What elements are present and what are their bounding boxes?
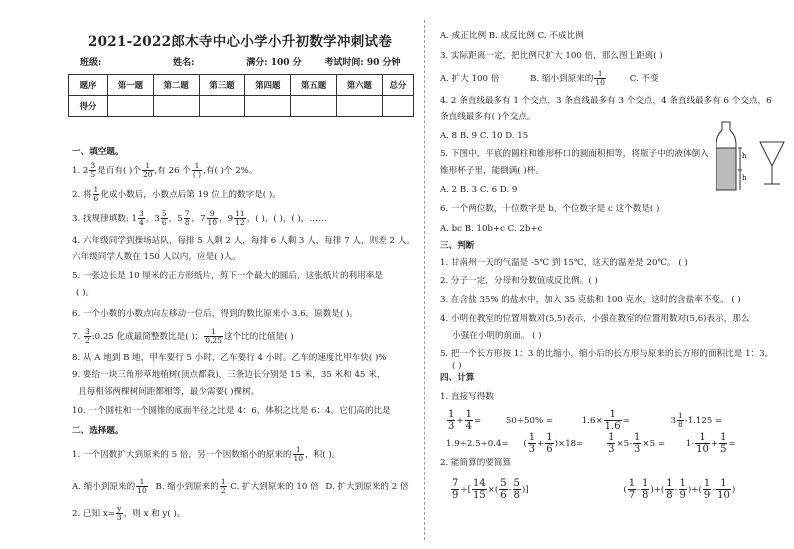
choice-question-4-options[interactable]: A. 8 B. 9 C. 10 D. 15: [440, 131, 529, 141]
choice-question-6: 6. 一个两位数，十位数字是 b，个位数字是 c 这个数是( ): [440, 204, 660, 214]
calc-row-2: [446, 432, 736, 455]
score-table-row: [69, 96, 414, 117]
choice-question-6-options[interactable]: A. bc B. 10b+c C. 2b+c: [440, 224, 543, 234]
section-heading: 三、判断: [440, 241, 475, 251]
expression: 1.6× $\frac{1}{1.6}$ =: [581, 409, 630, 432]
question-8: 8. 从 A 地到 B 地，甲车要行 5 小时，乙车要行 4 小时。乙车的速度比甲车快( )%: [72, 353, 387, 363]
choice-question-5-line-1: 5. 下图中，平底的圆柱和锥形杯口的圆面积相等，将瓶子中的液体倒入: [440, 149, 709, 159]
score-table-header-row: [69, 75, 414, 96]
score-cell[interactable]: [382, 96, 413, 117]
expression: ( $\frac{1}{7}$ - $\frac{1}{8}$ )+( $\frac{1}{8}$ - $\frac{1}{9}$ )+( $\frac{1}{9}$ - $\frac{1}{10}$ ): [623, 478, 736, 501]
expression: $\frac{1}{3}$ ×5- $\frac{1}{3}$ ×5 =: [608, 432, 666, 455]
row-label: 得分: [69, 96, 108, 117]
score-label: 满分: 100 分: [246, 58, 302, 68]
choice-question-1: 1. 一个因数扩大到原来的 5 倍，另一个因数缩小的原来的 $\frac{1}{10}$ ，积( )。: [72, 445, 341, 463]
judge-question-5-answer: ( ): [452, 361, 462, 371]
judge-question-3: 3. 在含盐 35% 的盐水中，加入 35 克盐和 100 克水，这时的含盐率不变。 ( ): [440, 295, 741, 305]
exam-info-line: [72, 55, 412, 68]
expression: $\frac{1}{3}$ + $\frac{1}{4}$ =: [448, 409, 482, 432]
score-cell[interactable]: [199, 96, 245, 117]
expression: ( $\frac{1}{3}$ + $\frac{1}{6}$ )×18=: [523, 432, 584, 455]
column-divider: [424, 20, 425, 540]
section-heading: 二、选择题。: [72, 426, 124, 436]
table-header: 第一题: [108, 75, 154, 96]
choice-question-2-options[interactable]: A. 成正比例 B. 成反比例 C. 不成比例: [440, 31, 584, 41]
calc-subheading: 2. 能简算的要简算: [440, 458, 512, 468]
section-heading: 四、计算: [440, 373, 475, 383]
table-header: 总分: [382, 75, 413, 96]
calc-row-3: [450, 478, 735, 501]
table-header: 第二题: [153, 75, 199, 96]
table-header: 第三题: [199, 75, 245, 96]
option-b[interactable]: B. 缩小到原来的 $\frac{1}{10}$: [530, 69, 605, 87]
judge-question-1: 1. 甘南州一天的气温是 -5℃ 到 15℃，这天的温差是 20℃。 ( ): [440, 258, 688, 268]
option-a[interactable]: A. 缩小到原来的 $\frac{1}{10}$: [72, 477, 147, 495]
score-cell[interactable]: [108, 96, 154, 117]
question-6: 6. 一个小数的小数点向左移动一位后，得到的数比原来小 3.6，原数是( )。: [72, 309, 358, 319]
score-cell[interactable]: [153, 96, 199, 117]
height-label: h: [742, 174, 747, 182]
calc-row-1: [446, 409, 722, 432]
expression: 3 $\frac{1}{8}$ -1.125 =: [670, 411, 723, 429]
table-header: 题序: [69, 75, 108, 96]
judge-question-2: 2. 分子一定，分母和分数值成反比例。( ): [440, 276, 598, 286]
score-cell[interactable]: [245, 96, 291, 117]
class-label: 班级:: [80, 58, 102, 68]
choice-question-1-options: [72, 478, 409, 495]
name-label: 姓名:: [173, 58, 195, 68]
bottle-and-cone-cup-figure: [716, 118, 788, 194]
expression: 1- $\frac{1}{10}$ + $\frac{1}{5}$ =: [685, 432, 736, 455]
choice-question-3-options: [440, 70, 659, 87]
question-4-line-1: 4. 六年级同学到操场站队，每排 5 人剩 2 人，每排 6 人剩 3 人，每排 7 人，则差 2 人。: [72, 236, 415, 246]
time-label: 考试时间: 90 分钟: [324, 58, 401, 68]
question-5-line-1: 5. 一张边长是 10 厘米的正方形纸片，剪下一个最大的圆后，这张纸片的利用率是: [72, 271, 383, 281]
table-header: 第六题: [336, 75, 382, 96]
table-header: 第五题: [291, 75, 337, 96]
judge-question-4-line-2: 小强在小明的前面。 ( ): [452, 331, 542, 341]
question-9-line-1: 9. 要给一块三角形草地植树(顶点都栽)，三条边长分别是 15 米，35 米和 45 米，: [72, 370, 386, 380]
option-b[interactable]: B. 缩小到原来的 $\frac{1}{2}$: [155, 477, 226, 495]
page-title: 2021-2022郎木寺中心小学小升初数学冲刺试卷: [87, 34, 393, 50]
option-d[interactable]: D. 扩大到原来的 2 倍: [325, 482, 409, 492]
question-7: 7. $\frac{3}{2}$ :0.25 化成最简整数比是( )； $\frac{1}{0.25}$ 这个比的比值是( ): [72, 327, 294, 345]
score-table: [68, 74, 414, 117]
choice-question-2: 2. 已知 x= $\frac{y}{3}$ ，则 x 和 y( )。: [72, 504, 186, 522]
bottle-icon: [716, 122, 742, 190]
judge-question-5: 5. 把一个长方形按 1：3 的比缩小，缩小后的长方形与原来的长方形的面积比是 1：3。: [440, 349, 774, 359]
choice-question-4-line-2: 条直线最多有( )个交点。: [440, 112, 536, 122]
calc-subheading: 1. 直接写得数: [440, 392, 494, 402]
question-2: 2. 将 $\frac{1}{6}$ 化成小数后，小数点后第 19 位上的数字是( )。: [72, 185, 281, 203]
question-5-line-2: ( )。: [76, 288, 95, 298]
expression: 1.9÷2.5÷0.4=: [446, 439, 509, 449]
option-c[interactable]: C. 不变: [629, 74, 659, 84]
choice-question-3: 3. 实际距离一定，把比例尺扩大 100 倍，那么图上距离( ): [440, 51, 663, 61]
question-1: 1. 2 $\frac{3}{5}$ 是百有( )个 $\frac{1}{20}$ ,有 26 个 $\frac{1}{( )}$ ,有( )个 2%。: [72, 161, 258, 179]
choice-question-5-line-2: 锥形杯子里，能倒满( )杯。: [440, 166, 544, 176]
score-cell[interactable]: [336, 96, 382, 117]
option-a[interactable]: A. 扩大 100 倍: [440, 74, 500, 84]
choice-question-5-options[interactable]: A. 2 B. 3 C. 6 D. 9: [440, 185, 518, 195]
choice-question-4-line-1: 4. 2 条直线最多有 1 个交点，3 条直线最多有 3 个交点，4 条直线最多有 6 个交点，6: [440, 96, 772, 106]
expression: $\frac{7}{9}$ ÷[ $\frac{14}{15}$ ×( $\frac{5}{6}$ - $\frac{5}{8}$ )]: [452, 478, 529, 501]
table-header: 第四题: [245, 75, 291, 96]
height-label: h: [742, 152, 747, 160]
expression: 50÷50% =: [505, 416, 554, 426]
question-3: 3. 找规律填数: 1 $\frac{3}{4}$ ，3 $\frac{5}{6}$ ，5 $\frac{7}{8}$ ，7 $\frac{9}{10}$ ，9 $\frac{11}{12}$ ，( )，( )，( )，……: [72, 209, 327, 227]
question-4-line-2: 六年级同学人数在 150 人以内，应是( )人。: [72, 252, 241, 262]
question-10: 10. 一个圆柱和一个圆锥的底面半径之比是 4：6，体积之比是 6：4，它们高的比是: [72, 406, 391, 416]
question-9-line-2: 且每相邻两棵树间距都相等，最少需要( )棵树。: [78, 387, 260, 397]
score-cell[interactable]: [291, 96, 337, 117]
judge-question-4-line-1: 4. 小明在教室的位置用数对(5,5)表示，小强在教室的位置用数对(5,6)表示，那么: [440, 314, 750, 324]
section-heading: 一、填空题。: [72, 147, 124, 157]
option-c[interactable]: C. 扩大到原来的 10 倍: [230, 482, 319, 492]
cone-cup-icon: [760, 142, 784, 184]
